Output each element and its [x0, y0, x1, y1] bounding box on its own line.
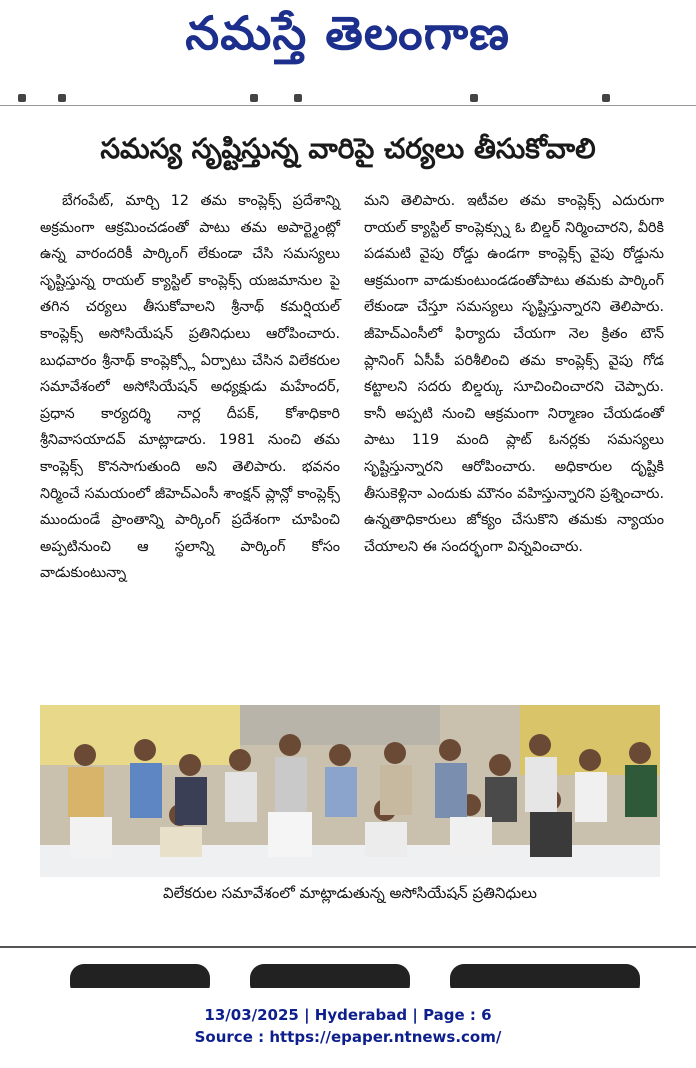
article-column-right — [364, 188, 664, 698]
cropped-previous-article-strip — [0, 92, 696, 106]
strip-mark — [470, 94, 478, 102]
article-body-right: మని తెలిపారు. ఇటీవల తమ కాంప్లెక్స్ ఎదురుగా రాయల్ క్యాస్టిల్ కాంప్లెక్స్ను ఓ బిల్డర్ నిర్మించారని, వీరికి పడమటి వైపు రోడ్డు ఉండగా కాంప్లెక్స్ వైపు రోడ్డును ఆక్రమంగా వాడుకుంటుండడంతోపాటు తమకు పార్కింగ్ లేకుండా చేస్తూ సమస్యలు సృష్టిస్తున్నారని తెలిపారు. జీహెచ్ఎంసీలో ఫిర్యాదు చేయగా నెల క్రితం టౌన్ ప్లానింగ్ ఏసీపీ పరిశీలించి తమ కాంప్లెక్స్ వైపు గోడ కట్టాలని సదరు బిల్డర్కు సూచించించారని చెప్పారు. కానీ అప్పటి నుంచి ఆక్రమంగా నిర్మాణం చేయడంతో పాటు 119 మంది ప్లాట్ ఓనర్లకు సమస్యలు సృష్టిస్తున్నారని ఆరోపించారు. అధికారుల దృష్టికి తీసుకెళ్లినా ఎందుకు మౌనం వహిస్తున్నారని ప్రశ్నించారు. ఉన్నతాధికారులు జోక్యం చేసుకొని తమకు న్యాయం చేయాలని ఈ సందర్భంగా విన్నవించారు. — [364, 193, 664, 555]
article-body-left: బేగంపేట్, మార్చి 12 తమ కాంప్లెక్స్ ప్రదేశాన్ని అక్రమంగా ఆక్రమించడంతో పాటు తమ అపార్ట్మెంట్లో ఉన్న వారందరికీ పార్కింగ్ లేకుండా చేసి సమస్యలు సృష్టిస్తున్న రాయల్ క్యాస్టిల్ కాంప్లెక్స్ యజమానుల పై తగిన చర్యలు తీసుకోవాలని శ్రీనాథ్ కమర్షియల్ కాంప్లెక్స్ అసోసియేషన్ ప్రతినిధులు ఆరోపించారు. బుధవారం శ్రీనాథ్ కాంప్లెక్స్లో ఏర్పాటు చేసిన విలేకరుల సమావేశంలో అసోసియేషన్ అధ్యక్షుడు మహేందర్, ప్రధాన కార్యదర్శి నార్ల దీపక్, కోశాధికారి శ్రీనివాసయాదవ్ మాట్లాడారు. 1981 నుంచి తమ కాంప్లెక్స్ కొనసాగుతుంది అని తెలిపారు. భవనం నిర్మించే సమయంలో జీహెచ్ఎంసీ శాంక్షన్ ప్లాన్లో కాంప్లెక్స్ ముందుండే ప్రాంతాన్ని పార్కింగ్ ప్రదేశంగా చూపించి అప్పటినుంచి ఆ స్థలాన్ని పార్కింగ్ కోసం వాడుకుంటున్నా — [40, 193, 340, 582]
press-meet-photo — [40, 705, 660, 877]
photo-caption: విలేకరుల సమావేశంలో మాట్లాడుతున్న అసోసియేషన్ ప్రతినిధులు — [162, 884, 537, 902]
source-link[interactable]: Source : https://epaper.ntnews.com/ — [194, 1028, 502, 1046]
source-footer — [0, 1004, 696, 1050]
headline-fragment — [70, 964, 210, 988]
strip-mark — [294, 94, 302, 102]
masthead — [0, 0, 696, 78]
cropped-next-headline — [0, 958, 696, 988]
newspaper-logo: నమస్తే తెలంగాణ — [185, 6, 511, 60]
group-photo-illustration — [40, 705, 660, 877]
headline-fragment — [250, 964, 410, 988]
article-headline: సమస్య సృష్టిస్తున్న వారిపై చర్యలు తీసుకోవాలి — [100, 132, 596, 165]
section-divider — [0, 946, 696, 948]
strip-mark — [602, 94, 610, 102]
article-column-left — [40, 188, 340, 698]
headline-fragment — [450, 964, 640, 988]
strip-mark — [18, 94, 26, 102]
strip-mark — [250, 94, 258, 102]
strip-mark — [58, 94, 66, 102]
date-city-page: 13/03/2025 | Hyderabad | Page : 6 — [204, 1006, 492, 1024]
